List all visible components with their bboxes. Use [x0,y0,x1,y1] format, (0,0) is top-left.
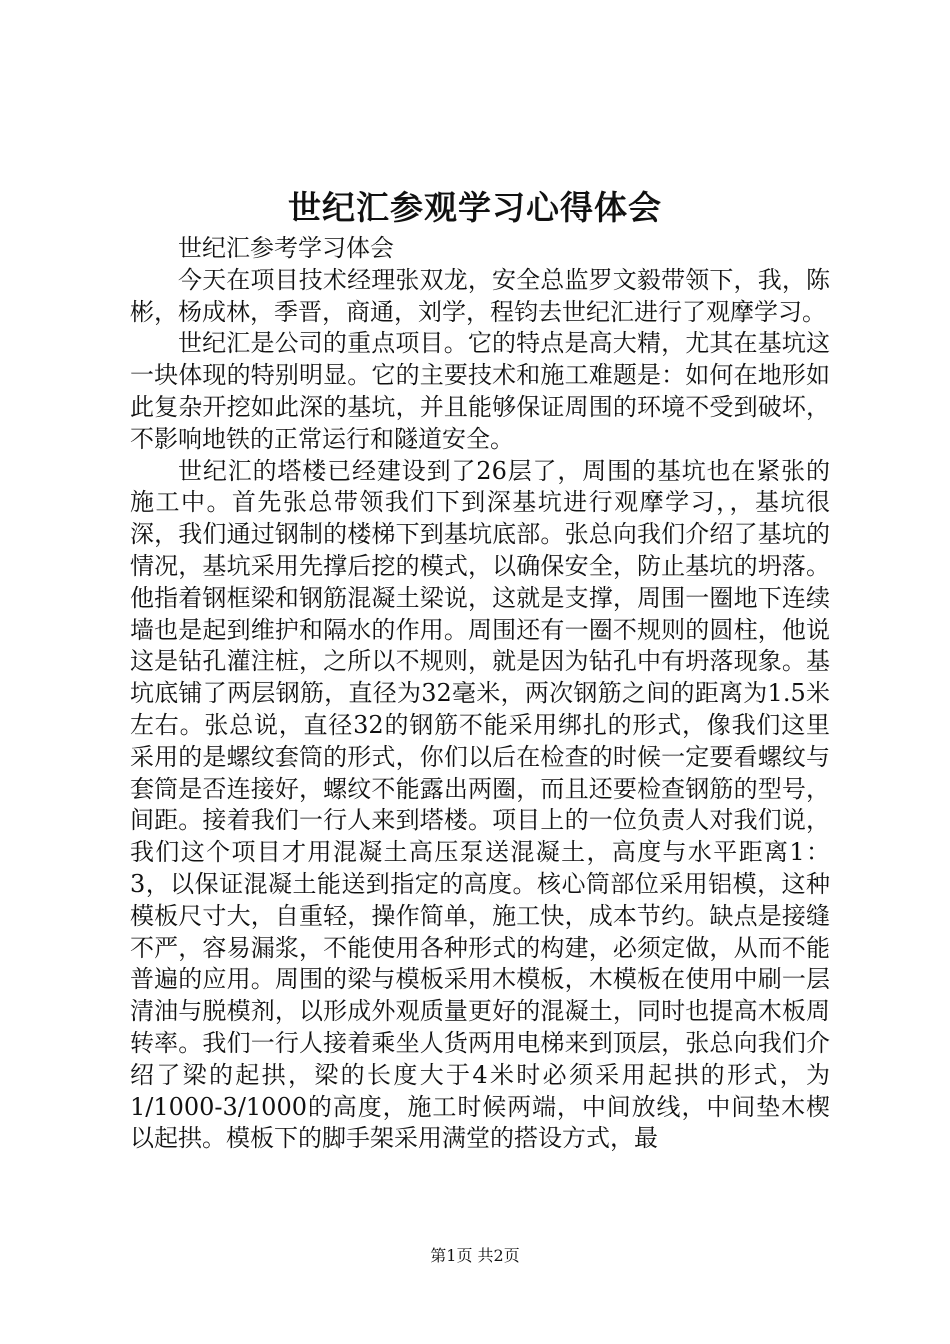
page-footer: 第1页 共2页 [430,1246,520,1265]
paragraph: 世纪汇的塔楼已经建设到了26层了，周围的基坑也在紧张的施工中。首先张总带领我们下到深基坑进行观摩学习，，基坑很深，我们通过钢制的楼梯下到基坑底部。张总向我们介绍了基坑的情况，基坑采用先撑后挖的模式，以确保安全，防止基坑的坍落。他指着钢框梁和钢筋混凝土梁说，这就是支撑，周围一圈地下连续墙也是起到维护和隔水的作用。周围还有一圈不规则的圆柱，他说这是钻孔灌注桩，之所以不规则，就是因为钻孔中有坍落现象。基坑底铺了两层钢筋，直径为32毫米，两次钢筋之间的距离为1.5米左右。张总说，直径32的钢筋不能采用绑扎的形式，像我们这里采用的是螺纹套筒的形式，你们以后在检查的时候一定要看螺纹与套筒是否连接好，螺纹不能露出两圈，而且还要检查钢筋的型号，间距。接着我们一行人来到塔楼。项目上的一位负责人对我们说，我们这个项目才用混凝土高压泵送混凝土，高度与水平距离1：3，以保证混凝土能送到指定的高度。核心筒部位采用铝模，这种模板尺寸大，自重轻，操作简单，施工快，成本节约。缺点是接缝不严，容易漏浆，不能使用各种形式的构建，必须定做，从而不能普遍的应用。周围的梁与模板采用木模板，木模板在使用中刷一层清油与脱模剂，以形成外观质量更好的混凝土，同时也提高木板周转率。我们一行人接着乘坐人货两用电梯来到顶层，张总向我们介绍了梁的起拱，梁的长度大于4米时必须采用起拱的形式，为1/1000-3/1000的高度，施工时候两端，中间放线，中间垫木楔以起拱。模板下的脚手架采用满堂的搭设方式，最 [130,456,830,1153]
paragraph: 世纪汇是公司的重点项目。它的特点是高大精，尤其在基坑这一块体现的特别明显。它的主要技术和施工难题是：如何在地形如此复杂开挖如此深的基坑，并且能够保证周围的环境不受到破坏，不影响地铁的正常运行和隧道安全。 [130,329,830,453]
document-title: 世纪汇参观学习心得体会 [288,188,662,227]
document-body [130,233,830,1155]
paragraph: 今天在项目技术经理张双龙，安全总监罗文毅带领下，我，陈彬，杨成林，季晋，商通，刘学，程钧去世纪汇进行了观摩学习。 [130,265,830,326]
paragraph-subtitle: 世纪汇参考学习体会 [178,234,394,262]
